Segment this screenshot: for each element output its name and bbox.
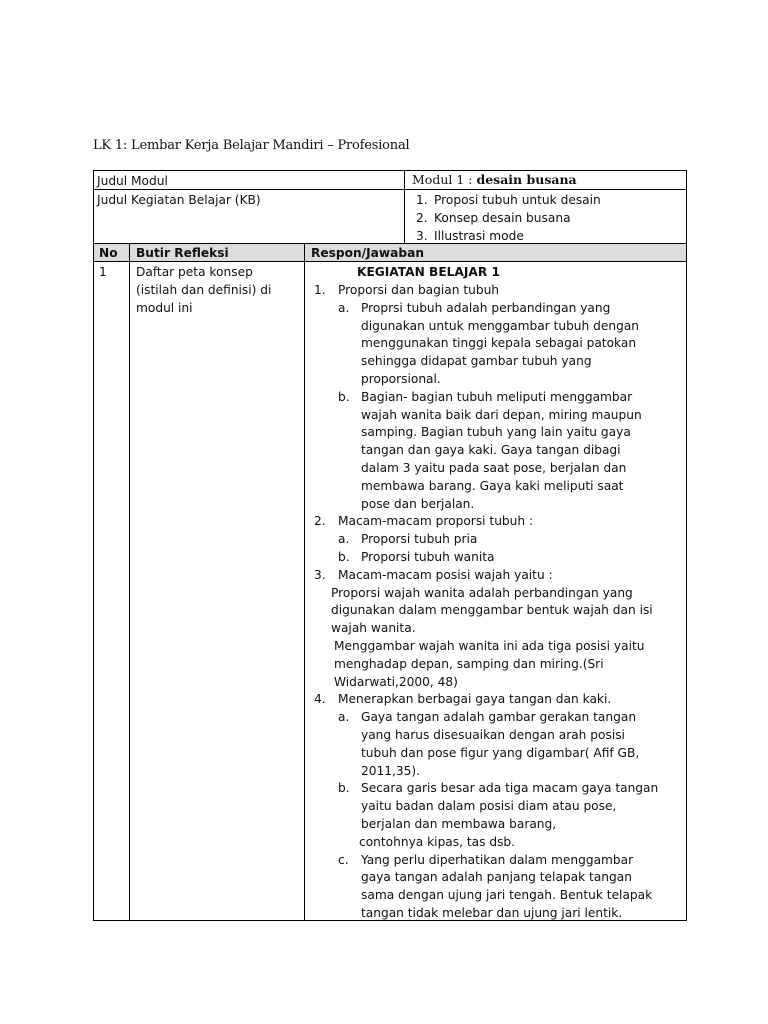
respon-line: gaya tangan adalah panjang telapak tangan [361,870,632,885]
kb-list [416,191,601,245]
modul-value [412,171,577,189]
list-marker: 2. [314,514,326,529]
respon-line: sama dengan ujung jari tengah. Bentuk telapak [361,888,653,903]
butir-line: Daftar peta konsep [136,265,253,279]
respon-line: dalam 3 yaitu pada saat pose, berjalan dan [361,461,627,475]
respon-line: contohnya kipas, tas dsb. [359,834,516,849]
respon-line: Proporsi wajah wanita adalah perbandingan yang [331,585,633,600]
respon-line: digunakan dalam menggambar bentuk wajah dan isi [331,603,653,618]
list-marker: b. [338,389,350,404]
list-marker: a. [338,710,350,725]
respon-line: berjalan dan membawa barang, [361,817,557,831]
respon-line: Proporsi tubuh wanita [361,550,495,564]
divider [129,244,130,921]
respon-line: Proporsi tubuh pria [361,532,478,547]
list-marker: 4. [314,692,326,707]
column-header-no: No [99,246,118,260]
row-number: 1 [99,265,107,279]
respon-line: menghadap depan, samping dan miring.(Sri [334,656,604,671]
respon-line: Macam-macam posisi wajah yaitu : [338,567,553,582]
respon-line: Menerapkan berbagai gaya tangan dan kaki. [338,692,612,707]
respon-line: Proporsi dan bagian tubuh [338,283,500,297]
list-marker: a. [338,300,350,315]
list-marker: b. [338,550,350,564]
column-header-butir: Butir Refleksi [136,246,229,260]
list-item: 3. Illustrasi mode [416,229,524,243]
butir-line: (istilah dan definisi) di [136,283,272,297]
list-marker: c. [338,852,349,867]
respon-line: menggunakan tinggi kepala sebagai patokan [361,336,637,351]
respon-line: Macam-macam proporsi tubuh : [338,514,534,529]
reflection-table [93,170,687,921]
butir-line: modul ini [136,301,193,315]
respon-line: tangan dan gaya kaki. Gaya tangan dibagi [361,443,621,458]
kb-label: Judul Kegiatan Belajar (KB) [97,193,261,207]
respon-line: yang harus disesuaikan dengan arah posisi [361,728,625,742]
modul-label: Judul Modul [97,174,168,188]
list-marker: a. [338,532,350,547]
divider [404,171,405,244]
respon-line: Widarwati,2000, 48) [334,674,458,689]
divider [304,244,305,921]
respon-line: Bagian- bagian tubuh meliputi menggambar [361,389,633,404]
respon-line: sehingga didapat gambar tubuh yang [361,354,592,369]
respon-line: tubuh dan pose figur yang digambar( Afif GB, [361,745,640,760]
respon-line: proporsional. [361,372,441,386]
list-item: 2. Konsep desain busana [416,211,571,225]
respon-line: samping. Bagian tubuh yang lain yaitu gaya [361,425,631,440]
respon-line: Proprsi tubuh adalah perbandingan yang [361,300,611,315]
list-marker: 3. [314,567,326,582]
respon-line: Gaya tangan adalah gambar gerakan tangan [361,710,637,725]
respon-line: Yang perlu diperhatikan dalam menggambar [361,852,634,867]
modul-value-name: desain busana [476,172,577,187]
respon-line: membawa barang. Gaya kaki meliputi saat [361,478,624,493]
page-title: LK 1: Lembar Kerja Belajar Mandiri – Profesional [93,138,410,153]
respon-line: 2011,35). [361,763,421,778]
row-judul-modul [94,171,686,190]
respon-line: Secara garis besar ada tiga macam gaya tangan [361,781,659,796]
respon-line: yaitu badan dalam posisi diam atau pose, [361,799,617,814]
column-header-respon: Respon/Jawaban [311,246,424,260]
respon-line: digunakan untuk menggambar tubuh dengan [361,318,640,333]
list-item: 1. Proposi tubuh untuk desain [416,193,601,207]
respon-line: pose dan berjalan. [361,496,475,511]
list-marker: b. [338,781,350,796]
respon-line: Menggambar wajah wanita ini ada tiga posisi yaitu [334,639,645,653]
list-marker: 1. [314,283,326,297]
respon-heading: KEGIATAN BELAJAR 1 [357,265,500,279]
respon-line: wajah wanita baik dari depan, miring maupun [361,407,642,422]
respon-line: tangan tidak melebar dan ujung jari lentik. [361,906,623,920]
respon-line: wajah wanita. [331,621,416,636]
modul-value-prefix: Modul 1 : [412,172,477,187]
